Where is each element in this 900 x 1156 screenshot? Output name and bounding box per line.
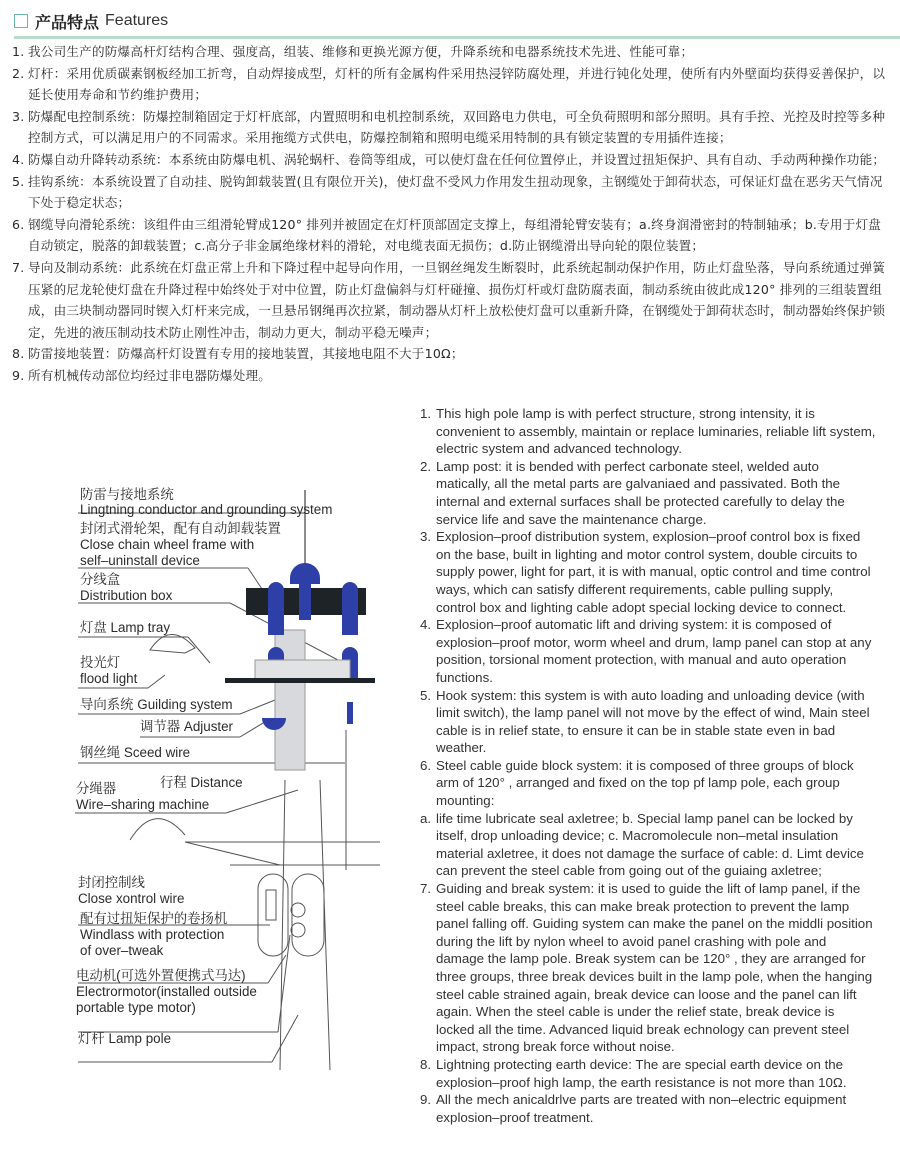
item-text: Explosion–proof automatic lift and driving system: it is composed of explosion–proof motor, worm wheel and drum, lamp panel can stop at any position, torsional moment protection, with manual and auto operation functions. bbox=[436, 617, 872, 685]
item-text: Hook system: this system is with auto loading and unloading device (with limit switch), the lamp panel will not move by the effect of wind, Main steel cable is in relief state, to ensure it can be in stable state even in bad weather. bbox=[436, 687, 870, 756]
feature-en-item bbox=[420, 458, 876, 528]
item-text: 防爆配电控制系统：防爆控制箱固定于灯杆底部，内置照明和电机控制系统，双回路电力供电，可全负荷照明和部分照明。具有手控、光控及时控等多种控制方式，可以满足用户的不同需求。采用拖缆方式供电，防爆控制箱和照明电缆采用特制的具有锁定装置的专用插件连接； bbox=[28, 108, 886, 146]
item-text: Guiding and break system: it is used to guide the lift of lamp panel, if the steel cable breaks, this can make break protection to prevent the lamp panel falling off. Guiding system can make the panel on the middli position during the lift by nylon wheel to avoid panel crashing with pole and damage the lamp pole. Break system can be 120° , they are arranged for three groups, three break devices built in the lamp pole, when the hanging steel cable strained again, break device can loose and the panel can lift again. When the steel cable is under the relief state, break device is locked all the time. Advanced liquid break echnology can prevent steel impact, strong break force without noise. bbox=[436, 881, 873, 1055]
item-number: 4. bbox=[12, 151, 25, 167]
item-text: This high pole lamp is with perfect structure, strong intensity, it is convenient to assembly, maintain or replace luminaries, reliable lift system, electric system and advanced technology. bbox=[436, 406, 876, 457]
label-chain-en-2: self–uninstall device bbox=[80, 553, 200, 568]
item-text: Explosion–proof distribution system, explosion–proof control box is fixed on the base, built in lighting and motor control system, double circuits to supply power, light for part, it is with manual, optic control and time control ways, which can satisfy different requirements, cable pulling supply, control box and lighting cable adopt special locking device to connect. bbox=[436, 529, 871, 615]
item-number: 2. bbox=[420, 458, 432, 474]
label-lamp-pole: 灯杆 Lamp pole bbox=[78, 1031, 172, 1046]
label-windlass-en-2: of over–tweak bbox=[80, 943, 164, 958]
feature-en-item bbox=[420, 880, 876, 1056]
label-chain-cn: 封闭式滑轮架，配有自动卸载装置 bbox=[80, 521, 281, 536]
high-pole-lamp-diagram bbox=[0, 470, 410, 1070]
item-text: life time lubricate seal axletree; b. Special lamp panel can be locked by itself, drop unloading device; c. Macromolecule non–metal insulation material axletree, it does not damage the surface of cable: d. Limt device can prevent the steel cable from going out of the guiaing axletree; bbox=[436, 810, 864, 879]
square-outline-icon bbox=[14, 14, 28, 28]
section-title-cn: 产品特点 bbox=[35, 12, 100, 32]
item-number: 7. bbox=[420, 881, 432, 897]
item-number: 9. bbox=[420, 1092, 432, 1108]
header-divider bbox=[14, 36, 900, 39]
item-number: a. bbox=[420, 810, 432, 826]
label-motor-en-2: portable type motor) bbox=[76, 1000, 196, 1015]
label-windlass-cn: 配有过扭矩保护的卷扬机 bbox=[80, 911, 228, 926]
item-number: 5. bbox=[420, 687, 432, 703]
label-distbox-en: Distribution box bbox=[80, 588, 173, 603]
label-sharing-en: Wire–sharing machine bbox=[76, 797, 210, 812]
section-header bbox=[14, 8, 168, 34]
label-lightning-cn: 防雷与接地系统 bbox=[80, 487, 174, 502]
item-text: 所有机械传动部位均经过非电器防爆处理。 bbox=[28, 367, 272, 383]
item-number: 6. bbox=[420, 757, 432, 773]
label-chain-en-1: Close chain wheel frame with bbox=[80, 537, 255, 552]
feature-cn-item bbox=[12, 257, 892, 343]
feature-en-item bbox=[420, 687, 876, 757]
item-number: 9. bbox=[12, 367, 25, 383]
item-number: 4. bbox=[420, 617, 432, 633]
label-adjuster: 调节器 Adjuster bbox=[140, 719, 234, 734]
item-text: 导向及制动系统：此系统在灯盘正常上升和下降过程中起导向作用，一旦钢丝绳发生断裂时，此系统起制动保护作用，防止灯盘坠落，导向系统通过弹簧压紧的尼龙轮使灯盘在升降过程中始终处于对中位置，防止灯盘偏斜与灯杆碰撞、损伤灯杆或灯盘防腐表面，制动系统由彼此成120° 排列的三组装置组成，由三块制动器同时锲入灯杆来完成，一旦悬吊钢绳再次拉紧，制动器从灯杆上放松使灯盘可以重新升降，在钢缆处于卸荷状态时，制动器始终保护锁定，先进的液压制动技术防止刚性冲击，制动力更大，制动平稳无噪声； bbox=[28, 259, 886, 340]
features-en-list bbox=[420, 405, 876, 1126]
item-text: 钢缆导向滑轮系统：该组件由三组滑轮臂成120° 排列并被固定在灯杆顶部固定支撑上，每组滑轮臂安装有；a.终身润滑密封的特制轴承；b.专用于灯盘自动锁定，脱落的卸载装置；c.高分子非金属绝缘材料的滑轮，对电缆表面无损伤；d.防止钢缆滑出导向轮的限位装置； bbox=[28, 216, 882, 254]
label-motor-cn: 电动机(可选外置便携式马达) bbox=[76, 968, 246, 983]
item-number: 5. bbox=[12, 173, 25, 189]
section-title-en: Features bbox=[105, 12, 169, 29]
label-distbox-cn: 分线盒 bbox=[80, 572, 121, 587]
feature-cn-item bbox=[12, 214, 892, 257]
label-lamp-tray: 灯盘 Lamp tray bbox=[80, 620, 171, 635]
item-text: All the mech anicaldrlve parts are treated with non–electric equipment explosion–proof treatment. bbox=[436, 1092, 847, 1125]
item-text: 防雷接地装置：防爆高杆灯设置有专用的接地装置，其接地电阻不大于10Ω； bbox=[28, 346, 464, 362]
item-text: Lightning protecting earth device: The are special earth device on the explosion–proof high lamp, the earth resistance is not more than 10Ω. bbox=[436, 1056, 847, 1090]
item-number: 3. bbox=[12, 108, 25, 124]
feature-en-item bbox=[420, 810, 876, 880]
feature-en-item bbox=[420, 528, 876, 616]
feature-en-item bbox=[420, 757, 876, 810]
label-wire: 钢丝绳 Sceed wire bbox=[80, 745, 191, 760]
label-flood-en: flood light bbox=[80, 671, 138, 686]
feature-cn-item bbox=[12, 106, 892, 149]
feature-en-item bbox=[420, 1091, 876, 1126]
label-lightning-en: Lingtning conductor and grounding system bbox=[80, 502, 333, 517]
item-text: 我公司生产的防爆高杆灯结构合理、强度高，组装、维修和更换光源方便，升降系统和电器系统技术先进、性能可靠； bbox=[28, 44, 694, 59]
item-number: 7. bbox=[12, 259, 25, 275]
item-number: 1. bbox=[12, 44, 25, 59]
item-text: Lamp post: it is bended with perfect carbonate steel, welded auto matically, all the metal parts are galvaniaed and passivated. Both the internal and external surfaces shall be protected carefully to delay the service life and save the maintenance charge. bbox=[436, 458, 845, 527]
label-control-cn: 封闭控制线 bbox=[78, 875, 145, 890]
label-motor-en-1: Electrormotor(installed outside bbox=[76, 984, 257, 999]
item-number: 8. bbox=[12, 346, 25, 362]
label-control-en: Close xontrol wire bbox=[78, 891, 185, 906]
label-sharing-cn: 分绳器 bbox=[76, 781, 117, 796]
feature-cn-item bbox=[12, 343, 892, 365]
item-number: 3. bbox=[420, 529, 432, 545]
item-text: Steel cable guide block system: it is composed of three groups of block arm of 120° , arranged and fixed on the top pf lamp pole, each group mounting: bbox=[436, 757, 854, 809]
item-number: 6. bbox=[12, 216, 25, 232]
feature-en-item bbox=[420, 616, 876, 686]
label-distance: 行程 Distance bbox=[160, 775, 243, 790]
item-number: 1. bbox=[420, 406, 432, 421]
features-cn-list bbox=[12, 41, 892, 387]
item-text: 灯杆：采用优质碳素钢板经加工折弯，自动焊接成型，灯杆的所有金属构件采用热浸锌防腐处理，并进行钝化处理，使所有内外壁面均获得妥善保护，以延长使用寿命和节约维护费用； bbox=[28, 65, 886, 103]
feature-cn-item bbox=[12, 63, 892, 106]
label-windlass-en-1: Windlass with protection bbox=[80, 927, 225, 942]
item-number: 2. bbox=[12, 65, 25, 81]
feature-cn-item bbox=[12, 41, 892, 63]
feature-en-item bbox=[420, 1056, 876, 1091]
item-text: 挂钩系统：本系统设置了自动挂、脱钩卸载装置(且有限位开关)，使灯盘不受风力作用发生扭动现象，主钢缆处于卸荷状态，可保证灯盘在恶劣天气情况下处于稳定状态； bbox=[28, 173, 883, 211]
label-flood-cn: 投光灯 bbox=[80, 655, 121, 670]
label-guiding: 导向系统 Guilding system bbox=[80, 697, 233, 712]
feature-cn-item bbox=[12, 149, 892, 171]
item-text: 防爆自动升降转动系统：本系统由防爆电机、涡轮蜗杆、卷筒等组成，可以使灯盘在任何位置停止，并设置过扭矩保护、具有自动、手动两种操作功能； bbox=[28, 151, 886, 167]
item-number: 8. bbox=[420, 1056, 432, 1072]
feature-cn-item bbox=[12, 171, 892, 214]
feature-en-item bbox=[420, 405, 876, 458]
feature-cn-item bbox=[12, 365, 892, 387]
